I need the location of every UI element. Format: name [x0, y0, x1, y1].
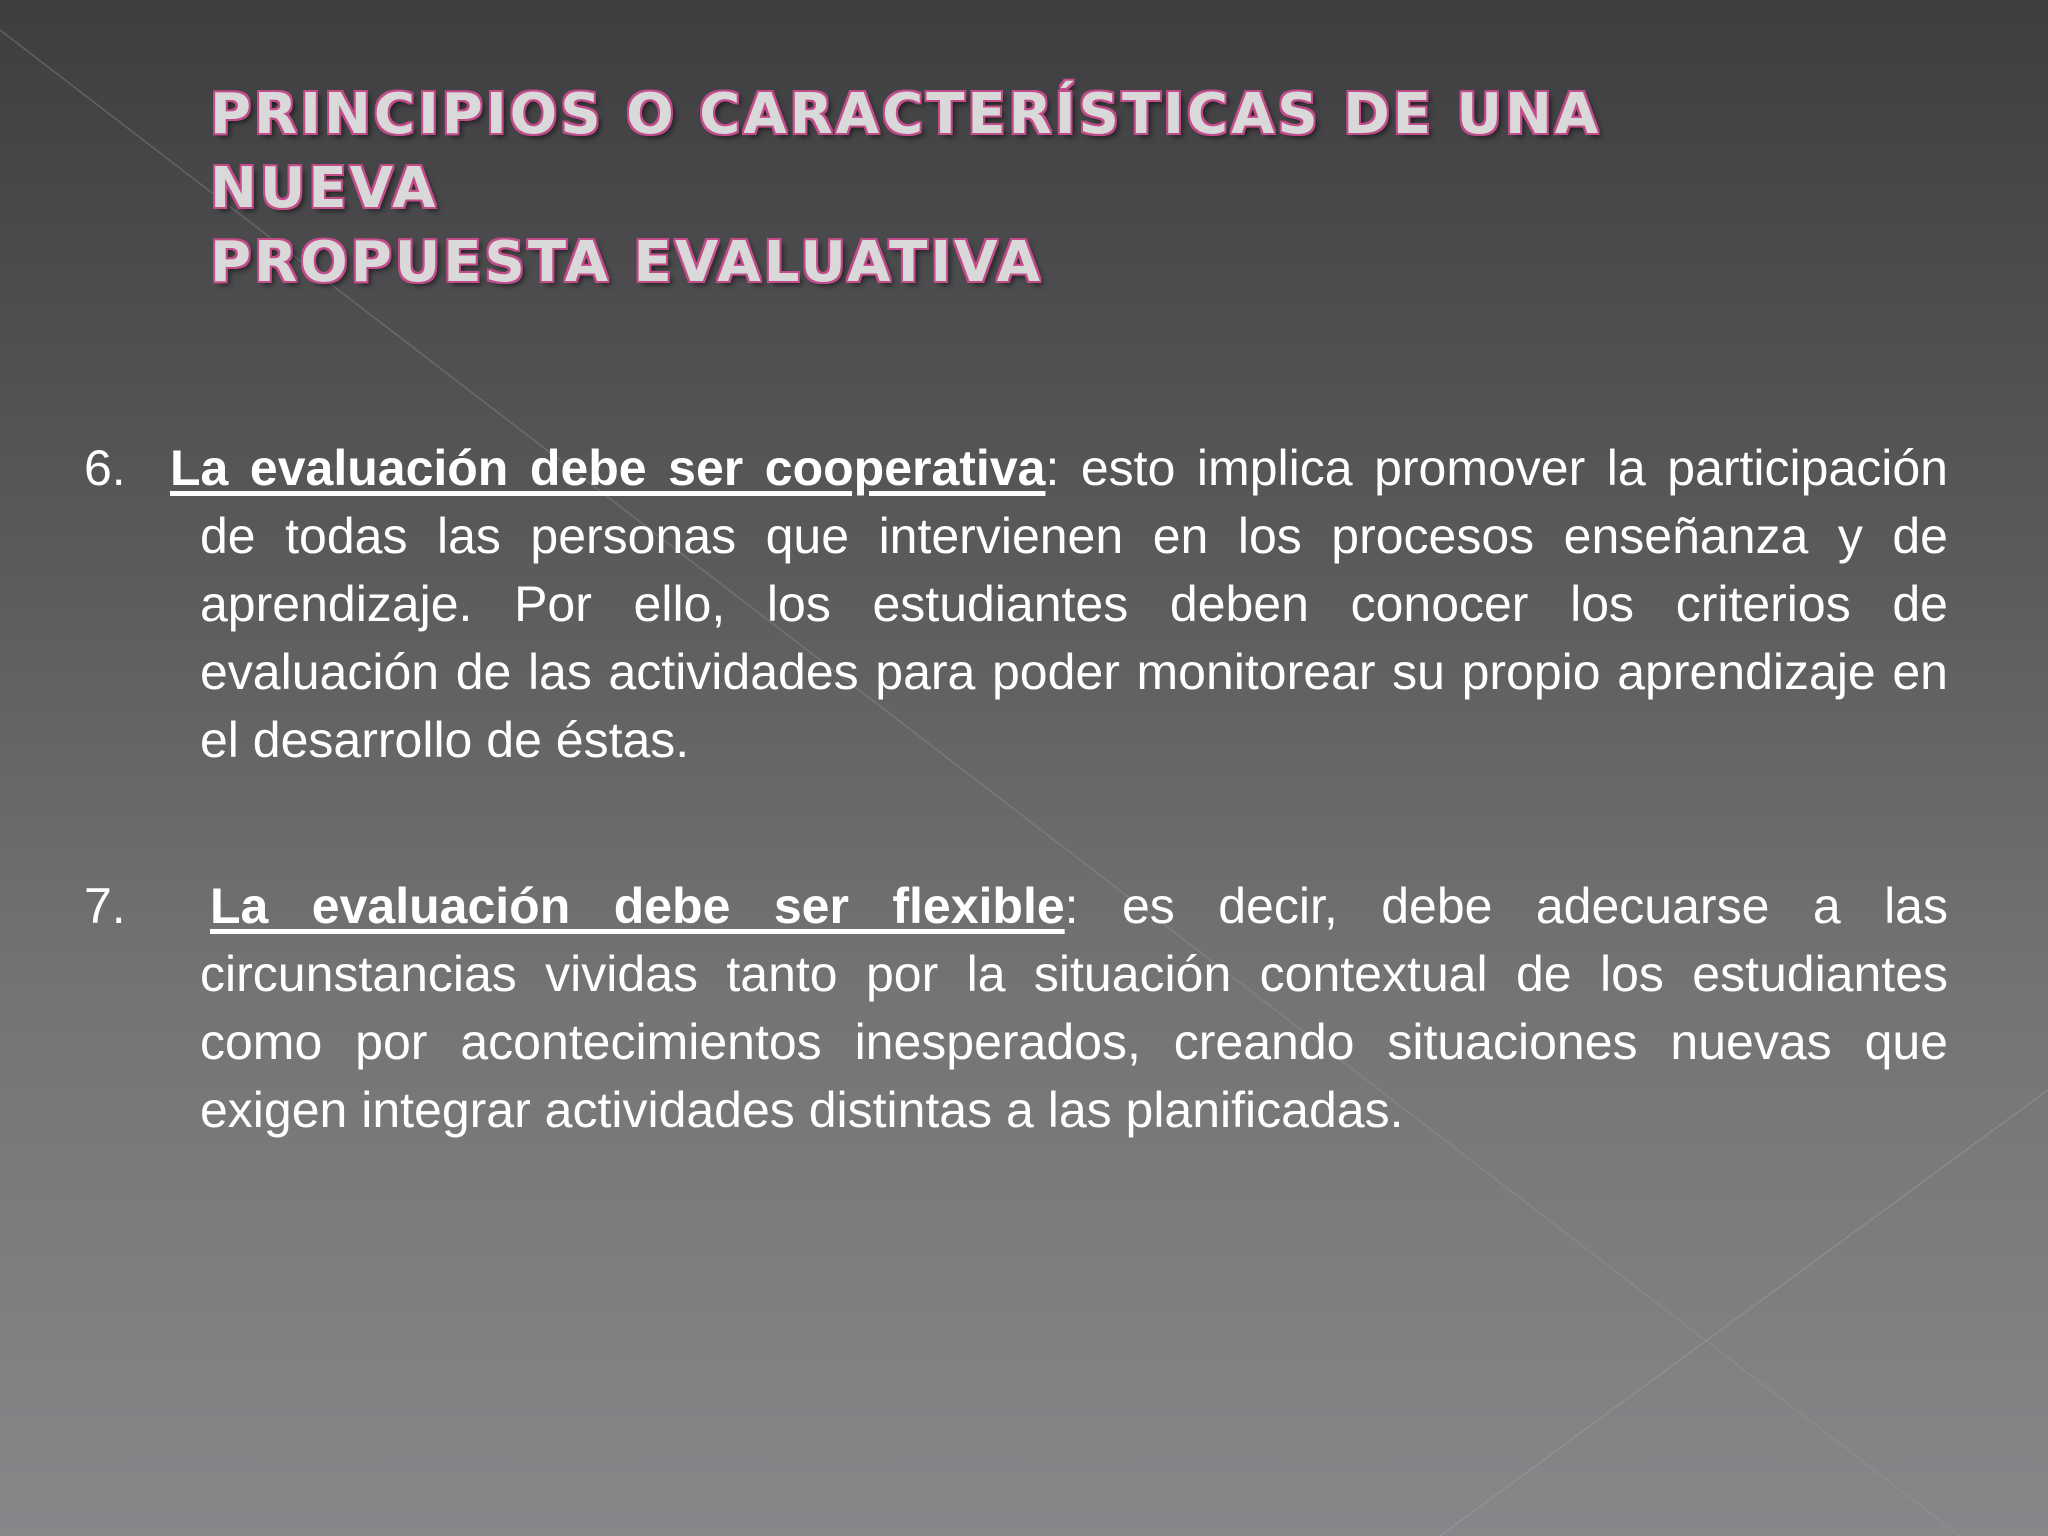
principle-7-paragraph: [84, 872, 1948, 1144]
principle-7-text: : es decir, debe adecuarse a las circunstancias vividas tanto por la situación contextual de los estudiantes como por acontecimientos inesperados, creando situaciones nuevas que exigen integrar actividades distintas a las planificadas.: [200, 878, 1948, 1138]
slide-title: [210, 78, 1770, 300]
principle-7-number: 7.: [84, 878, 126, 934]
slide-title-line-2: PROPUESTA EVALUATIVA: [210, 230, 1044, 295]
principle-7-heading: La evaluación debe ser flexible: [210, 878, 1065, 934]
principle-6-heading: La evaluación debe ser cooperativa: [170, 440, 1046, 496]
slide-title-line-1: PRINCIPIOS O CARACTERÍSTICAS DE UNA NUEVA: [210, 82, 1602, 221]
principle-6-text: : esto implica promover la participación de todas las personas que intervienen en los procesos enseñanza y de aprendizaje. Por ello, los estudiantes deben conocer los criterios de evaluación de las actividades para poder monitorear su propio aprendizaje en el desarrollo de éstas.: [200, 440, 1948, 768]
principle-6-number: 6.: [84, 440, 126, 496]
principle-6-paragraph: [84, 434, 1948, 774]
diagonal-line-corner: [1440, 1090, 2048, 1536]
